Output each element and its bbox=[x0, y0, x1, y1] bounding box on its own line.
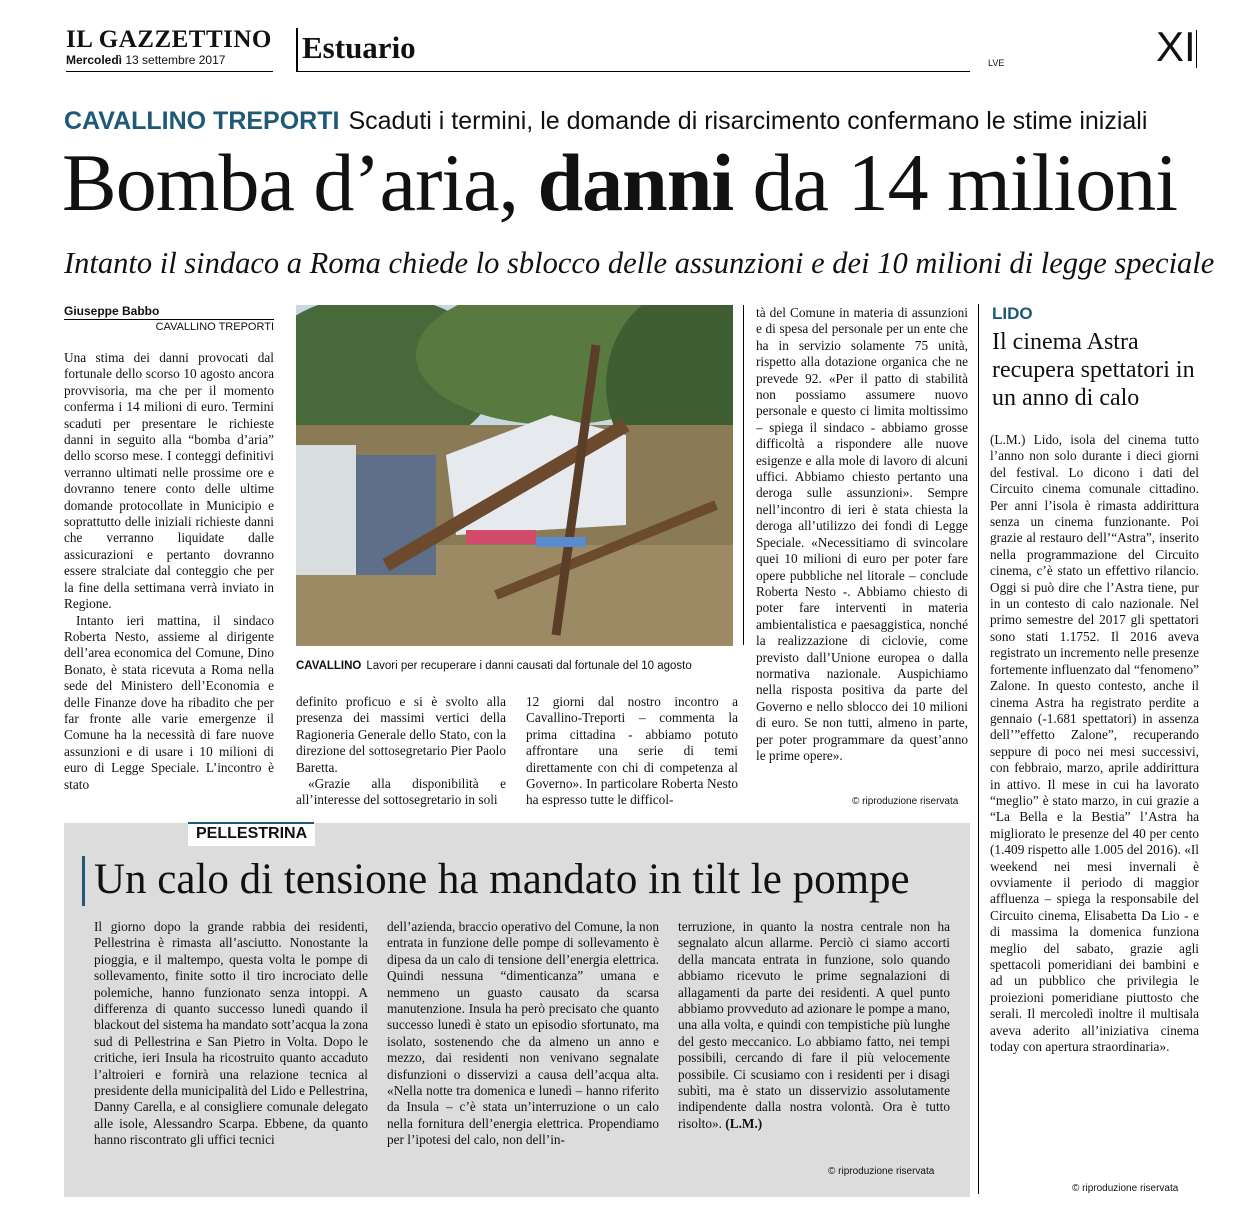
byline-author: Giuseppe Babbo bbox=[64, 304, 160, 318]
lead-paragraph: tà del Comune in materia di assunzioni e di spesa del personale per un ente che ha in servizio solamente 75 unità, rispetto alla dotazione organica che ne prevede 92. «Per il patto di stabilità non possiamo assumere nuovo personale e questo ci limita moltissimo – spiega il sindaco - abbiamo grosse difficoltà a rispondere alle nuove esigenze e alla mole di lavoro di alcuni uffici. Abbiamo chiesto pertanto una deroga sulle assunzioni». Sempre nell’incontro di ieri è stata chiesta la deroga all’utilizzo dei fondi di Legge Speciale. «Necessitiamo di svincolare quei 10 milioni di euro per poter fare opere pubbliche nel litorale – conclude Roberta Nesto -. Abbiamo chiesto di poter fare interventi in materia ambientalistica e paesaggistica, nonché la realizzazione di ciclovie, come previsto dall’Unione europea o dalla normativa nazionale. Auspichiamo nella risposta positiva da parte del Governo e nello sblocco dei 10 milioni di euro. Se non tutti, almeno in parte, per poter programmare da quest’anno le prime opere». bbox=[756, 305, 968, 763]
pellestrina-headline-bar bbox=[82, 856, 85, 906]
lead-headline bbox=[62, 136, 1177, 230]
byline-dateline: CAVALLINO TREPORTI bbox=[155, 321, 274, 333]
photo-caption bbox=[296, 660, 741, 672]
pellestrina-paragraph: Il giorno dopo la grande rabbia dei residenti, Pellestrina è rimasta all’asciutto. Nonostante la pioggia, e il maltempo, questa volta le pompe di sollevamento, finite sotto il tiro incrociato delle polemiche, hanno funzionato senza intoppi. A differenza di quanto successo lunedì quando il blackout del sistema ha mandato sott’acqua la zona sud di Pellestrina e San Pietro in Volta. Dopo le critiche, ieri Insula ha ricostruito quanto accaduto l’altroieri e fornirà una relazione tecnica al presidente della municipalità del Lido e Pellestrina, Danny Carella, e al consigliere comunale delegato alle isole, Alessandro Scarpa. Ebbene, da quanto hanno riscontrato gli uffici tecnici bbox=[94, 919, 368, 1148]
section-rule bbox=[296, 71, 970, 72]
headline-part-3: da 14 milioni bbox=[752, 137, 1177, 228]
edition-code: LVE bbox=[988, 58, 1005, 68]
section-title: Estuario bbox=[302, 30, 416, 65]
lead-paragraph: «Grazie alla disponibilità e all’interesse del sottosegretario in soli bbox=[296, 776, 506, 808]
kicker-location: CAVALLINO TREPORTI bbox=[64, 107, 340, 135]
pellestrina-column-2 bbox=[387, 919, 659, 1149]
headline-part-1: Bomba d’aria, bbox=[62, 137, 519, 228]
pellestrina-column-1 bbox=[94, 919, 368, 1149]
lead-paragraph: Intanto ieri mattina, il sindaco Roberta Nesto, assieme al dirigente dell’area economica del Comune, Dino Bonato, è stata ricevuta a Roma nella sede del Ministero dell’Economia e delle Finanze dove ha ribadito che per far fronte alle varie emergenze il Comune ha la necessità di fare nuove assunzioni e di usare i 10 milioni di euro di Legge Speciale. L’incontro è stato bbox=[64, 612, 274, 792]
lead-subhead: Intanto il sindaco a Roma chiede lo sblocco delle assunzioni e dei 10 milioni di legge speciale bbox=[64, 246, 1215, 280]
lead-paragraph: Una stima dei danni provocati dal fortunale dello scorso 10 agosto ancora provvisoria, ma che per il momento conferma i 14 milioni di euro. Termini scaduti per presentare le richieste danni in seguito alla “bomba d’aria” dello scorso mese. I conteggi definitivi verranno ultimati nelle prossime ore e dovranno tenere conto delle ultime domande protocollate in Municipio e soprattutto delle iniziali richieste danni che verranno liquidate dalle assicurazioni e pertanto dovranno essere stralciate dal conteggio che per la fine della settimana verrà inviato in Regione. bbox=[64, 350, 274, 612]
lido-paragraph: (L.M.) Lido, isola del cinema tutto l’anno non solo durante i dieci giorni del festival. Lo dicono i dati del Circuito cinema comunale cittadino. Per anni l’isola è rimasta addirittura senza un cinema funzionante. Poi grazie al restauro dell’“Astra”, inserito nella programmazione del Circuito cinema, c’è stato un effettivo rilancio. Oggi si può dire che l’Astra tiene, pur in un contesto di calo nazionale. Nel primo semestre del 2017 gli spettatori sono stati 1.1752. Il 2016 aveva registrato un incremento nelle presenze fortemente influenzato dal “fenomeno” Zalone. In questo contesto, anche il cinema Astra ha registrato perdite a gennaio (-1.681 spettatori) in assenza dell’”effetto Zalone”, recuperando seppure di poco nei mesi successivi, con febbraio, marzo, aprile addirittura in attivo. Il mese in cui ha lavorato “meglio” è stato marzo, in cui grazie a “La Bella e la Bestia” l’Astra ha migliorato le presenze del 40 per cento (1.409 rispetto alle 1.005 del 2016). «Il weekend nei mesi invernali è ovviamente il periodo di maggior affluenza – spiega la responsabile del Circuito cinema, Elisabetta Da Lio - e di massima la domenica funziona meglio del sabato, grazie agli spettacoli pomeridiani dei bambini e ad un pubblico che privilegia le proiezioni pomeridiane piuttosto che serali. Il mercoledì inoltre il multisala aveva aderito all’iniziativa cinema today con apertura straordinaria». bbox=[990, 432, 1199, 1055]
pellestrina-copyright: © riproduzione riservata bbox=[828, 1166, 935, 1177]
caption-place: CAVALLINO bbox=[296, 660, 362, 672]
lead-column-4 bbox=[756, 305, 968, 764]
lido-copyright: © riproduzione riservata bbox=[1072, 1183, 1179, 1194]
page-number-divider bbox=[1196, 30, 1197, 68]
lead-copyright: © riproduzione riservata bbox=[852, 796, 959, 807]
pellestrina-signature: (L.M.) bbox=[725, 1115, 763, 1131]
pellestrina-tag: PELLESTRINA bbox=[188, 824, 315, 846]
pellestrina-headline: Un calo di tensione ha mandato in tilt le pompe bbox=[94, 856, 910, 903]
kicker-text: Scaduti i termini, le domande di risarcimento confermano le stime iniziali bbox=[348, 107, 1148, 135]
pellestrina-paragraph: dell’azienda, braccio operativo del Comune, la non entrata in funzione delle pompe di sollevamento è dipesa da un calo di tensione dell’energia elettrica. Quindi nessuna “dimenticanza” umana e nemmeno un guasto causato da scarsa manutenzione. Insula ha però precisato che quanto successo lunedì è stato un episodio sfortunato, ma isolato, sostenendo che da almeno un anno e mezzo, dai residenti non venivano segnalate disfunzioni o disservizi a causa dell’acqua alta. «Nella notte tra domenica e lunedì – hanno riferito da Insula – c’è stata un’interruzione o un calo nella fornitura dell’energia elettrica. Propendiamo per l’ipotesi del calo, non dell’in- bbox=[387, 919, 659, 1148]
column-rule bbox=[978, 304, 979, 1194]
lido-headline: Il cinema Astra recupera spettatori in un anno di calo bbox=[992, 329, 1195, 411]
lead-column-2 bbox=[296, 694, 506, 809]
section-divider bbox=[296, 28, 298, 72]
lead-column-1 bbox=[64, 350, 274, 793]
lead-photo bbox=[296, 305, 733, 646]
byline-rule bbox=[64, 319, 274, 320]
issue-day: Mercoledì bbox=[66, 53, 123, 67]
photo-camp-storm-damage bbox=[296, 305, 733, 646]
lead-kicker bbox=[64, 106, 1147, 136]
newspaper-masthead: IL GAZZETTINO bbox=[66, 26, 272, 53]
lead-paragraph: 12 giorni dal nostro incontro a Cavallino-Treporti – commenta la prima cittadina - abbiamo potuto affrontare una serie di temi direttamente con chi di competenza al Governo». In particolare Roberta Nesto ha espresso tutte le difficol- bbox=[526, 694, 738, 808]
issue-date bbox=[66, 53, 225, 67]
caption-text: Lavori per recuperare i danni causati dal fortunale del 10 agosto bbox=[366, 660, 692, 672]
lead-paragraph: definito proficuo e si è svolto alla presenza dei massimi vertici della Ragioneria Generale dello Stato, con la direzione del sottosegretario Pier Paolo Baretta. bbox=[296, 694, 506, 775]
masthead-rule bbox=[66, 71, 273, 72]
pellestrina-col3-text: terruzione, in quanto la nostra centrale non ha segnalato alcun allarme. Perciò ci siamo accorti della mancata entrata in funzione, solo quando abbiamo ricevuto le prime segnalazioni di allagamenti da parte dei residenti. A quel punto abbiamo provveduto ad azionare le pompe a mano, una alla volta, e quindi con tempistiche più lunghe del gesto meccanico. Lo abbiamo fatto, nei tempi possibili, cercando di fare il più velocemente possibile. Ci scusiamo con i residenti per i disagi subìti, ma è stato un disservizio assolutamente indipendente dalla nostra volontà. Ora è tutto risolto». bbox=[678, 919, 950, 1131]
issue-date-text: 13 settembre 2017 bbox=[125, 53, 226, 67]
lido-body bbox=[990, 432, 1199, 1055]
headline-bold: danni bbox=[537, 137, 734, 228]
lead-column-3 bbox=[526, 694, 738, 809]
pellestrina-paragraph bbox=[678, 919, 950, 1132]
column-rule bbox=[743, 305, 744, 645]
page-number: XI bbox=[1156, 23, 1196, 70]
lido-tag: LIDO bbox=[992, 304, 1033, 323]
pellestrina-column-3 bbox=[678, 919, 950, 1132]
